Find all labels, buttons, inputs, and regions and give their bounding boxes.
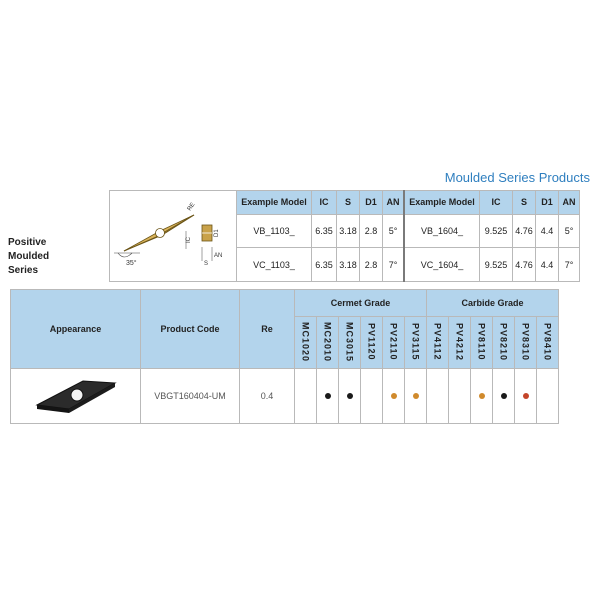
grade-name: PV8110	[476, 322, 487, 361]
header-d1: D1	[360, 191, 383, 215]
header-an: AN	[383, 191, 405, 215]
grade-header-pv8310	[515, 317, 537, 369]
grade-name: PV3115	[410, 322, 421, 361]
grade-name: MC1020	[300, 321, 311, 362]
availability-dot	[391, 393, 397, 399]
grade-mark-cell	[383, 369, 405, 424]
grade-mark-cell	[339, 369, 361, 424]
availability-dot	[347, 393, 353, 399]
cell-model: VB_1103_	[237, 214, 312, 248]
availability-dot	[501, 393, 507, 399]
re-label: RE	[186, 201, 197, 213]
header-cermet-grade: Cermet Grade	[295, 290, 427, 317]
cell-ic: 6.35	[312, 214, 337, 248]
cell-ic: 6.35	[312, 248, 337, 282]
an-label: AN	[214, 253, 223, 259]
grade-mark-cell	[493, 369, 515, 424]
grade-name: PV8410	[542, 322, 553, 361]
cell-model: VC_1604_	[404, 248, 480, 282]
grade-table	[10, 289, 559, 424]
availability-dot	[479, 393, 485, 399]
grade-header-pv1120	[361, 317, 383, 369]
series-label-line: Positive	[8, 237, 47, 248]
grade-mark-cell	[405, 369, 427, 424]
insert-image	[31, 375, 121, 415]
grade-name: PV4212	[454, 322, 465, 361]
grade-header-pv4212	[449, 317, 471, 369]
page-title: Moulded Series Products	[444, 170, 590, 185]
cell-s: 3.18	[337, 214, 360, 248]
grade-header-mc3015	[339, 317, 361, 369]
header-s: S	[513, 191, 536, 215]
cell-d1: 4.4	[536, 214, 559, 248]
header-an: AN	[559, 191, 580, 215]
cell-an: 7°	[559, 248, 580, 282]
cell-an: 5°	[383, 214, 405, 248]
d1-label: D1	[214, 229, 220, 237]
header-s: S	[337, 191, 360, 215]
header-re: Re	[240, 290, 295, 369]
header-product-code: Product Code	[141, 290, 240, 369]
re-cell: 0.4	[240, 369, 295, 424]
ic-label: IC	[186, 237, 192, 243]
grade-name: PV2110	[388, 322, 399, 361]
series-label-line: Series	[8, 265, 39, 276]
availability-dot	[325, 393, 331, 399]
appearance-cell	[11, 369, 141, 424]
grade-name: PV8310	[520, 322, 531, 361]
grade-mark-cell	[317, 369, 339, 424]
series-label-line: Moulded	[8, 251, 50, 262]
grade-name: PV1120	[366, 322, 377, 361]
cell-d1: 2.8	[360, 248, 383, 282]
cell-s: 3.18	[337, 248, 360, 282]
grade-name: MC3015	[344, 321, 355, 362]
grade-header-pv8210	[493, 317, 515, 369]
grade-mark-cell	[427, 369, 449, 424]
header-d1: D1	[536, 191, 559, 215]
cell-ic: 9.525	[480, 214, 513, 248]
angle-label: 35°	[126, 260, 137, 267]
cell-an: 5°	[559, 214, 580, 248]
cell-an: 7°	[383, 248, 405, 282]
grade-header-pv3115	[405, 317, 427, 369]
grade-name: MC2010	[322, 321, 333, 362]
series-label	[8, 236, 49, 278]
grade-mark-cell	[295, 369, 317, 424]
grade-header-pv8110	[471, 317, 493, 369]
header-example-model: Example Model	[237, 191, 312, 215]
availability-dot	[413, 393, 419, 399]
grade-header-mc1020	[295, 317, 317, 369]
cell-model: VB_1604_	[404, 214, 480, 248]
header-appearance: Appearance	[11, 290, 141, 369]
s-label: S	[204, 261, 209, 267]
cell-s: 4.76	[513, 214, 536, 248]
header-ic: IC	[312, 191, 337, 215]
spec-table	[109, 190, 580, 282]
cell-s: 4.76	[513, 248, 536, 282]
header-ic: IC	[480, 191, 513, 215]
grade-header-pv8410	[537, 317, 559, 369]
grade-mark-cell	[471, 369, 493, 424]
grade-name: PV4112	[432, 322, 443, 361]
cell-d1: 2.8	[360, 214, 383, 248]
grade-name: PV8210	[498, 322, 509, 361]
insert-diagram-cell	[110, 191, 237, 282]
grade-header-mc2010	[317, 317, 339, 369]
insert-geometry-diagram	[110, 191, 236, 279]
table-row	[11, 369, 559, 424]
grade-mark-cell	[515, 369, 537, 424]
header-example-model: Example Model	[404, 191, 480, 215]
grade-mark-cell	[537, 369, 559, 424]
cell-d1: 4.4	[536, 248, 559, 282]
grade-header-pv4112	[427, 317, 449, 369]
cell-model: VC_1103_	[237, 248, 312, 282]
grade-header-pv2110	[383, 317, 405, 369]
product-code-cell: VBGT160404-UM	[141, 369, 240, 424]
header-carbide-grade: Carbide Grade	[427, 290, 559, 317]
availability-dot	[523, 393, 529, 399]
grade-mark-cell	[361, 369, 383, 424]
cell-ic: 9.525	[480, 248, 513, 282]
grade-mark-cell	[449, 369, 471, 424]
